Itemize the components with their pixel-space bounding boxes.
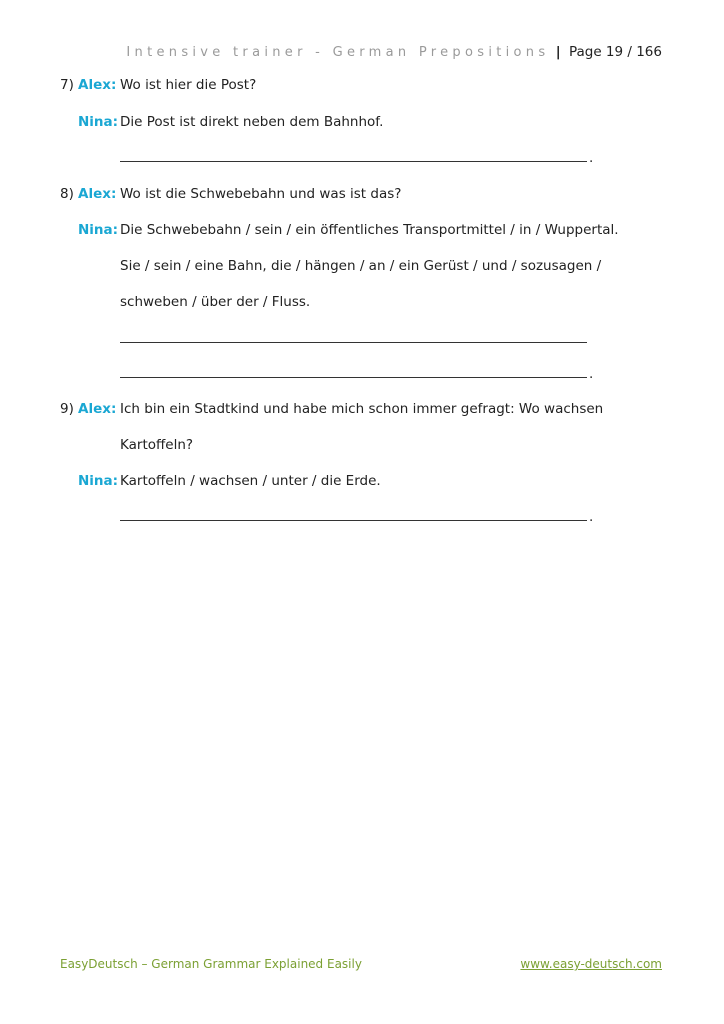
question-text: Ich bin ein Stadtkind und habe mich schon immer gefragt: Wo wachsen <box>120 401 604 417</box>
exercise-number: 7) <box>60 77 74 93</box>
answer-line[interactable] <box>120 161 587 162</box>
answer-text: Kartoffeln / wachsen / unter / die Erde. <box>120 473 381 489</box>
speaker-alex: Alex: <box>78 401 117 417</box>
exercise-number: 8) <box>60 186 74 202</box>
speaker-nina: Nina: <box>78 473 119 489</box>
page-number: Page 19 / 166 <box>568 44 662 60</box>
answer-text: Sie / sein / eine Bahn, die / hängen / an / ein Gerüst / und / sozusagen / <box>120 258 602 274</box>
answer-period: . <box>589 150 594 166</box>
answer-text: Die Post ist direkt neben dem Bahnhof. <box>120 114 384 130</box>
exercise-number: 9) <box>60 401 74 417</box>
speaker-nina: Nina: <box>78 222 119 238</box>
answer-line[interactable] <box>120 377 587 378</box>
answer-text: Die Schwebebahn / sein / ein öffentliches Transportmittel / in / Wuppertal. <box>120 222 619 238</box>
footer-brand: EasyDeutsch – German Grammar Explained Easily <box>60 957 362 971</box>
footer-website-link[interactable]: www.easy-deutsch.com <box>520 957 662 971</box>
answer-period: . <box>589 366 594 382</box>
answer-period: . <box>589 509 594 525</box>
header-separator: | <box>555 44 561 60</box>
document-title: Intensive trainer - German Prepositions <box>126 45 550 60</box>
question-text: Kartoffeln? <box>120 437 194 453</box>
answer-line[interactable] <box>120 520 587 521</box>
question-text: Wo ist hier die Post? <box>120 77 257 93</box>
speaker-alex: Alex: <box>78 77 117 93</box>
speaker-nina: Nina: <box>78 114 119 130</box>
page-header <box>126 44 662 60</box>
answer-text: schweben / über der / Fluss. <box>120 294 311 310</box>
speaker-alex: Alex: <box>78 186 117 202</box>
question-text: Wo ist die Schwebebahn und was ist das? <box>120 186 402 202</box>
answer-line[interactable] <box>120 342 587 343</box>
